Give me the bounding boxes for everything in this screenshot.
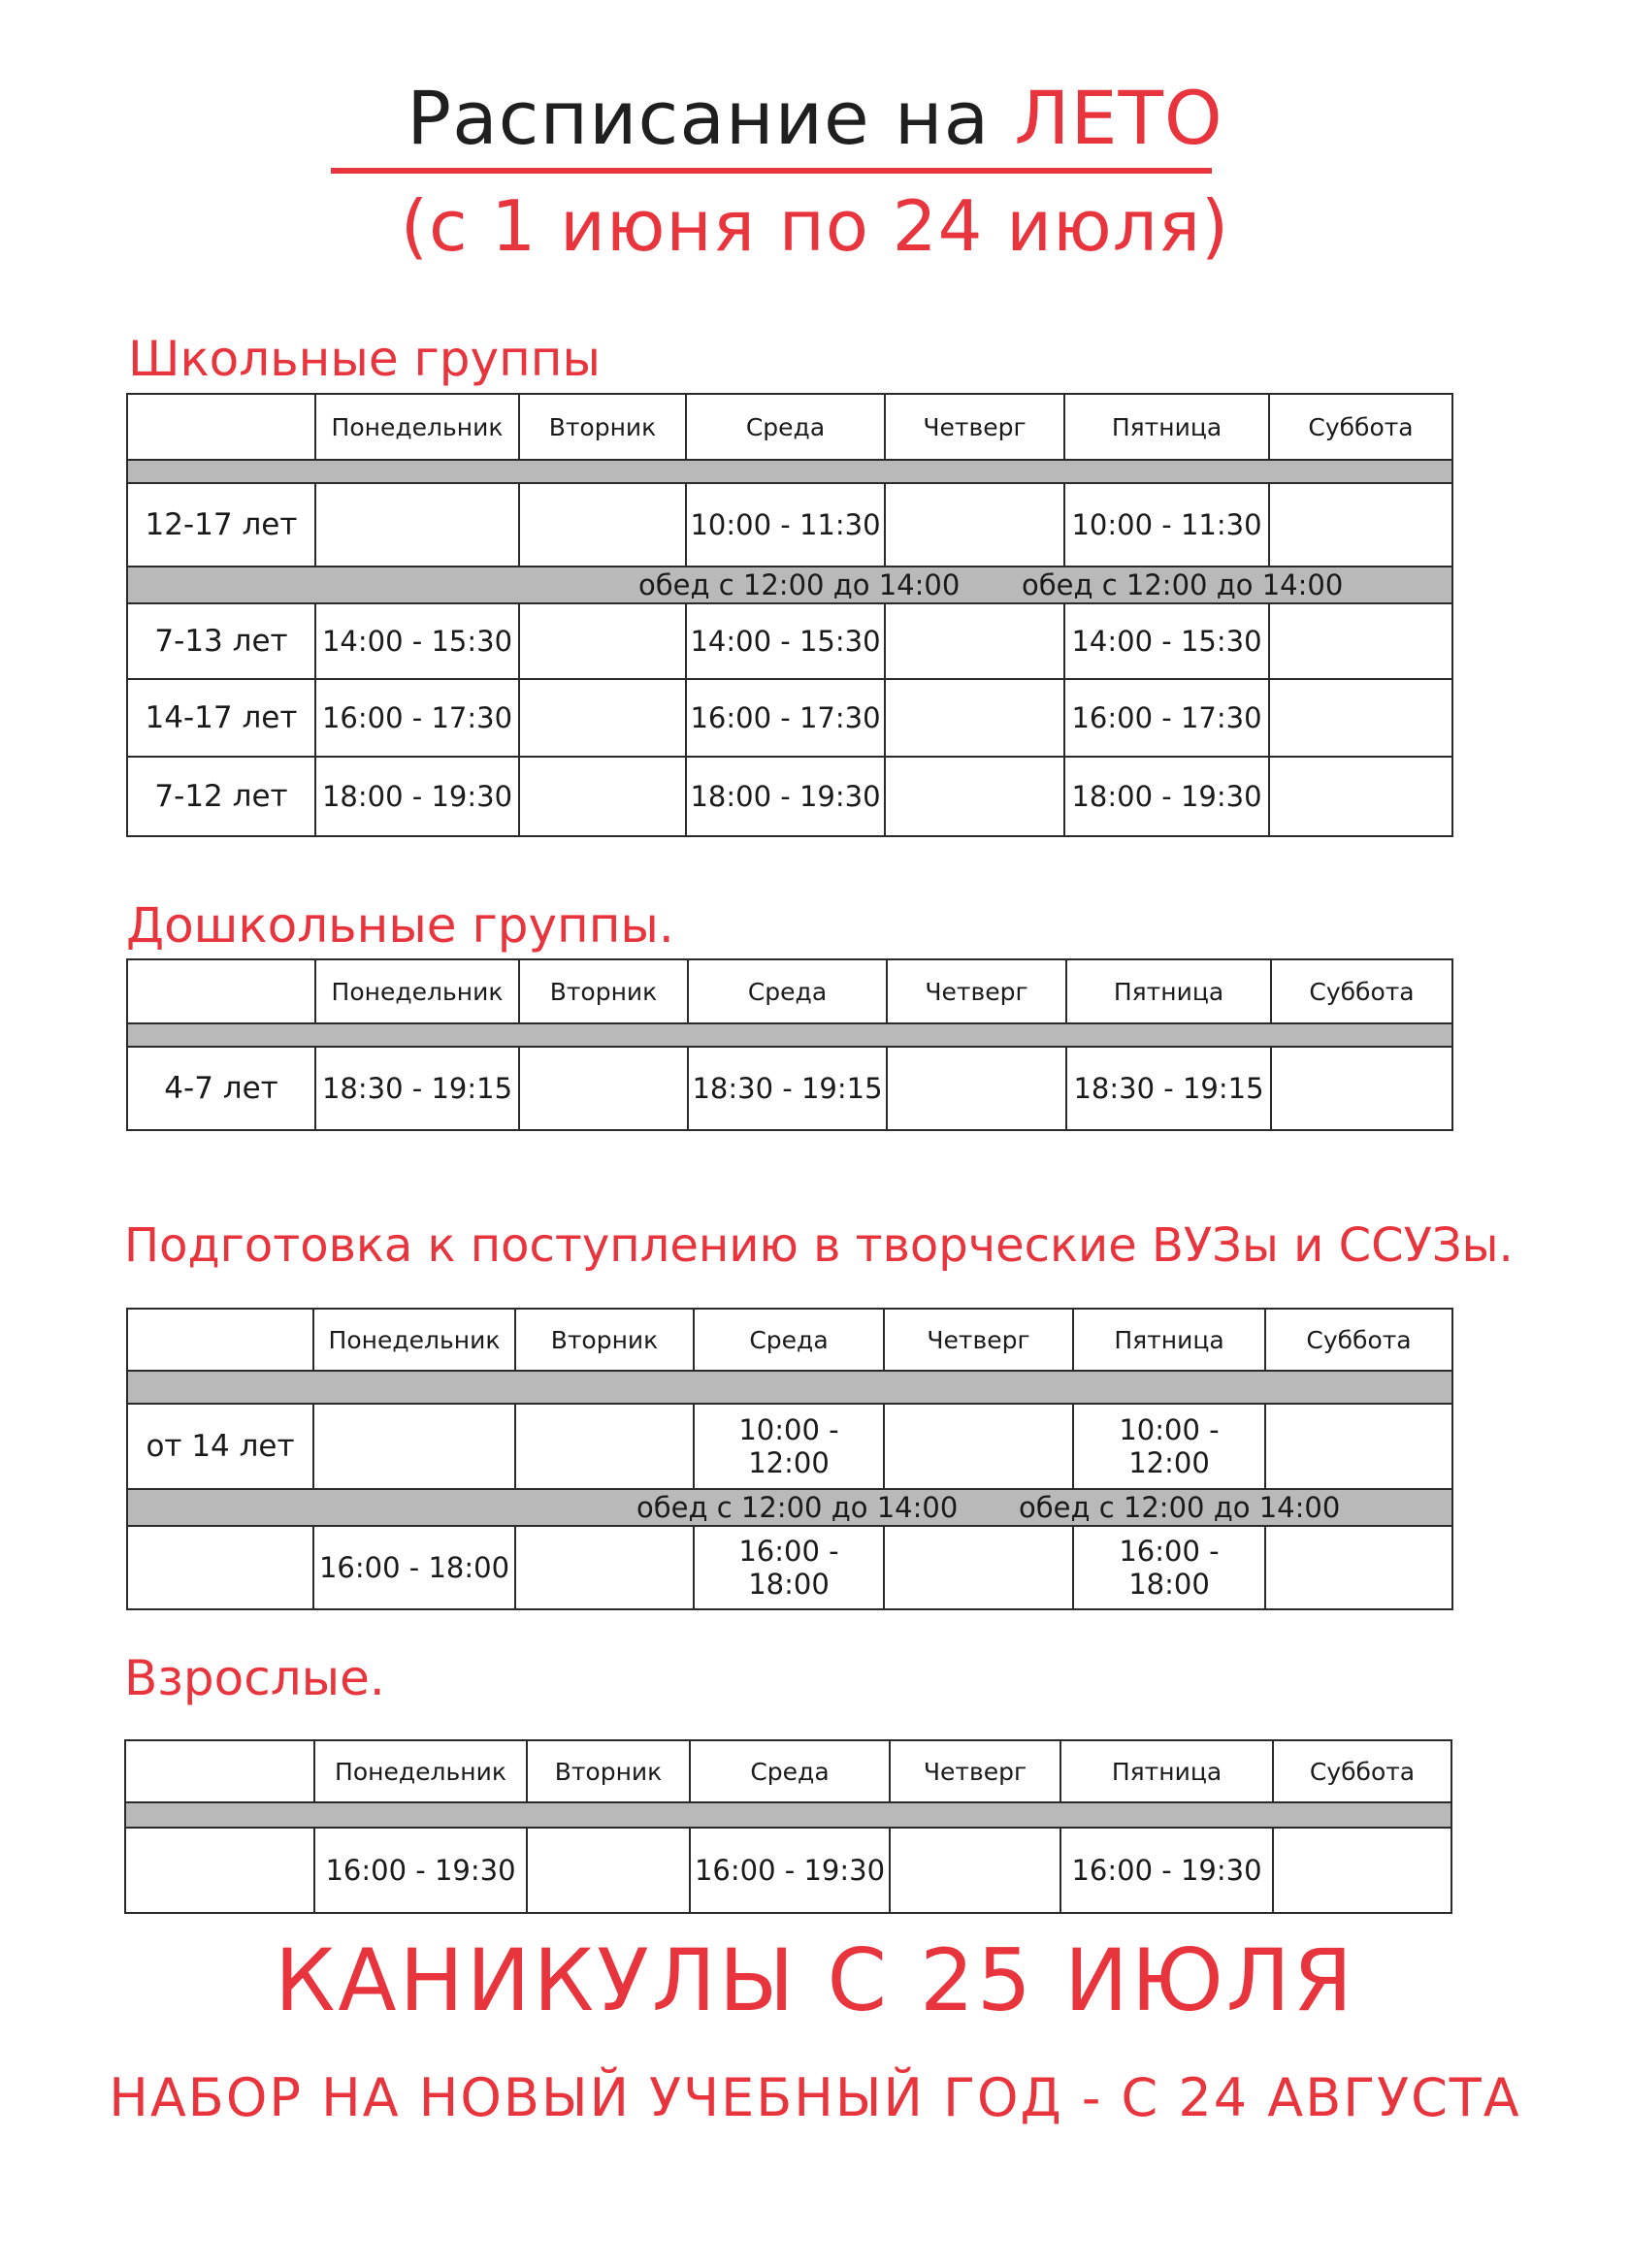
thursday-cell [890, 1828, 1060, 1913]
monday-cell: 16:00 - 18:00 [313, 1526, 515, 1609]
header-wednesday: Среда [690, 1740, 890, 1802]
header-empty [127, 959, 315, 1023]
tuesday-cell [519, 1047, 688, 1130]
saturday-cell [1269, 603, 1452, 679]
header-friday: Пятница [1066, 959, 1271, 1023]
friday-cell: 14:00 - 15:30 [1064, 603, 1269, 679]
monday-cell: 16:00 - 17:30 [315, 679, 519, 757]
header-tuesday: Вторник [527, 1740, 690, 1802]
header-thursday: Четверг [890, 1740, 1060, 1802]
wednesday-cell: 16:00 - 18:00 [694, 1526, 884, 1609]
header-wednesday: Среда [688, 959, 887, 1023]
age-cell [127, 1526, 313, 1609]
saturday-cell [1269, 483, 1452, 567]
table-row [127, 1526, 1452, 1609]
school-table [126, 393, 1453, 837]
header-tuesday: Вторник [519, 394, 686, 460]
age-cell: 7-13 лет [127, 603, 315, 679]
lunch-note-wednesday: обед с 12:00 до 14:00 [636, 1491, 959, 1524]
lunch-row [127, 567, 1452, 603]
school-heading: Школьные группы [128, 331, 601, 387]
tuesday-cell [519, 757, 686, 836]
table-row [125, 1828, 1451, 1913]
saturday-cell [1269, 679, 1452, 757]
monday-cell: 16:00 - 19:30 [314, 1828, 527, 1913]
header-tuesday: Вторник [515, 1309, 694, 1371]
age-cell [125, 1828, 314, 1913]
prep-heading: Подготовка к поступлению в творческие ВУЗы и ССУЗы. [124, 1218, 1514, 1273]
gray-separator-row [125, 1802, 1451, 1828]
friday-cell: 18:00 - 19:30 [1064, 757, 1269, 836]
lunch-note-friday: обед с 12:00 до 14:00 [1022, 568, 1344, 601]
header-wednesday: Среда [694, 1309, 884, 1371]
header-empty [127, 1309, 313, 1371]
table-header-row [127, 1309, 1452, 1371]
header-monday: Понедельник [315, 959, 519, 1023]
tuesday-cell [519, 483, 686, 567]
thursday-cell [885, 483, 1064, 567]
title-accent: ЛЕТО [1014, 75, 1223, 161]
tuesday-cell [527, 1828, 690, 1913]
header-monday: Понедельник [313, 1309, 515, 1371]
header-friday: Пятница [1060, 1740, 1273, 1802]
age-cell: 7-12 лет [127, 757, 315, 836]
header-friday: Пятница [1064, 394, 1269, 460]
monday-cell: 18:30 - 19:15 [315, 1047, 519, 1130]
gray-separator-row [127, 460, 1452, 483]
page-title [0, 74, 1630, 163]
friday-cell: 10:00 - 11:30 [1064, 483, 1269, 567]
monday-cell: 14:00 - 15:30 [315, 603, 519, 679]
title-underline [331, 168, 1212, 174]
table-row [127, 1047, 1452, 1130]
header-thursday: Четверг [884, 1309, 1073, 1371]
enrollment-notice: НАБОР НА НОВЫЙ УЧЕБНЫЙ ГОД - С 24 АВГУСТА [109, 2067, 1521, 2128]
adults-heading: Взрослые. [124, 1650, 385, 1706]
adults-table [124, 1739, 1452, 1914]
thursday-cell [884, 1526, 1073, 1609]
age-cell: 14-17 лет [127, 679, 315, 757]
friday-cell: 18:30 - 19:15 [1066, 1047, 1271, 1130]
table-header-row [127, 394, 1452, 460]
thursday-cell [884, 1404, 1073, 1489]
thursday-cell [885, 757, 1064, 836]
table-row [127, 483, 1452, 567]
header-empty [127, 394, 315, 460]
saturday-cell [1271, 1047, 1452, 1130]
tuesday-cell [515, 1404, 694, 1489]
wednesday-cell: 10:00 - 12:00 [694, 1404, 884, 1489]
page-subtitle: (с 1 июня по 24 июля) [400, 185, 1230, 267]
saturday-cell [1265, 1526, 1452, 1609]
table-row [127, 1404, 1452, 1489]
table-header-row [127, 959, 1452, 1023]
table-row [127, 757, 1452, 836]
thursday-cell [887, 1047, 1066, 1130]
saturday-cell [1265, 1404, 1452, 1489]
header-wednesday: Среда [686, 394, 885, 460]
prep-table [126, 1308, 1453, 1610]
wednesday-cell: 10:00 - 11:30 [686, 483, 885, 567]
thursday-cell [885, 679, 1064, 757]
saturday-cell [1273, 1828, 1451, 1913]
tuesday-cell [519, 603, 686, 679]
lunch-note-friday: обед с 12:00 до 14:00 [1019, 1491, 1341, 1524]
age-cell: от 14 лет [127, 1404, 313, 1489]
table-header-row [125, 1740, 1451, 1802]
wednesday-cell: 16:00 - 17:30 [686, 679, 885, 757]
wednesday-cell: 14:00 - 15:30 [686, 603, 885, 679]
friday-cell: 16:00 - 19:30 [1060, 1828, 1273, 1913]
header-saturday: Суббота [1265, 1309, 1452, 1371]
thursday-cell [885, 603, 1064, 679]
monday-cell: 18:00 - 19:30 [315, 757, 519, 836]
gray-separator-row [127, 1371, 1452, 1404]
gray-separator-row [127, 1023, 1452, 1047]
preschool-table [126, 958, 1453, 1131]
header-tuesday: Вторник [519, 959, 688, 1023]
saturday-cell [1269, 757, 1452, 836]
friday-cell: 10:00 - 12:00 [1073, 1404, 1265, 1489]
title-prefix: Расписание на [407, 75, 1015, 161]
age-cell: 12-17 лет [127, 483, 315, 567]
table-row [127, 679, 1452, 757]
table-row [127, 603, 1452, 679]
monday-cell [315, 483, 519, 567]
friday-cell: 16:00 - 17:30 [1064, 679, 1269, 757]
header-friday: Пятница [1073, 1309, 1265, 1371]
header-thursday: Четверг [885, 394, 1064, 460]
tuesday-cell [515, 1526, 694, 1609]
vacation-notice: КАНИКУЛЫ С 25 ИЮЛЯ [274, 1930, 1356, 2030]
wednesday-cell: 18:00 - 19:30 [686, 757, 885, 836]
friday-cell: 16:00 - 18:00 [1073, 1526, 1265, 1609]
monday-cell [313, 1404, 515, 1489]
wednesday-cell: 18:30 - 19:15 [688, 1047, 887, 1130]
lunch-row [127, 1489, 1452, 1526]
header-saturday: Суббота [1269, 394, 1452, 460]
preschool-heading: Дошкольные группы. [126, 897, 674, 954]
lunch-note-wednesday: обед с 12:00 до 14:00 [638, 568, 961, 601]
header-monday: Понедельник [314, 1740, 527, 1802]
tuesday-cell [519, 679, 686, 757]
header-saturday: Суббота [1273, 1740, 1451, 1802]
header-thursday: Четверг [887, 959, 1066, 1023]
header-saturday: Суббота [1271, 959, 1452, 1023]
wednesday-cell: 16:00 - 19:30 [690, 1828, 890, 1913]
header-empty [125, 1740, 314, 1802]
age-cell: 4-7 лет [127, 1047, 315, 1130]
header-monday: Понедельник [315, 394, 519, 460]
